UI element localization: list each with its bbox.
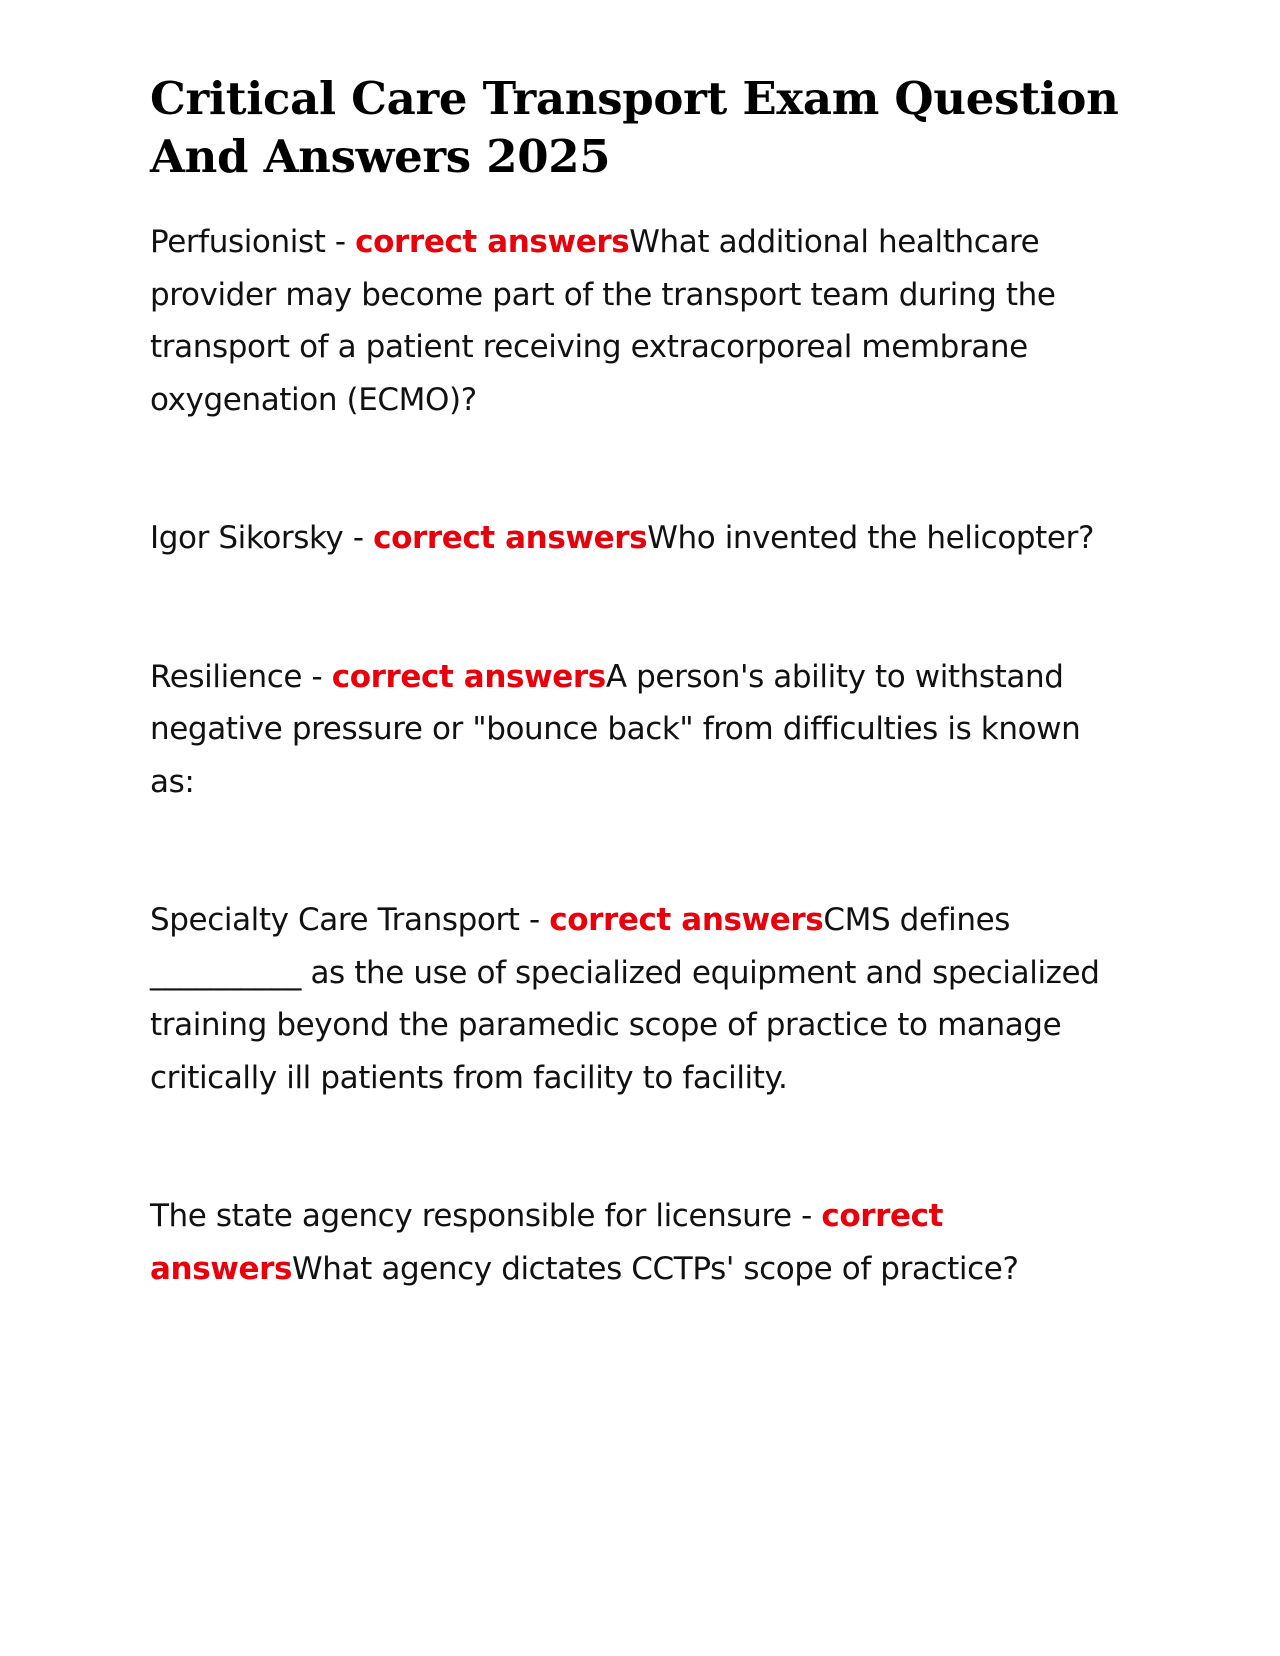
correct-answers-label: correct answers <box>549 902 824 938</box>
separator: - <box>519 902 550 938</box>
answer-text: Resilience <box>150 658 303 695</box>
question-text: CMS defines __________ as the use of specialized equipment and specialized training beyond the paramedic scope of practice to manage critically ill patients from facility to facility. <box>150 902 1100 1096</box>
document-page <box>150 70 1130 1381</box>
separator: - <box>343 520 374 556</box>
question-text: What agency dictates CCTPs' scope of practice? <box>292 1250 1019 1287</box>
answer-text: The state agency responsible for licensure <box>150 1198 792 1234</box>
question-text: What additional healthcare provider may become part of the transport team during the transport of a patient receiving extracorporeal membrane oxygenation (ECMO)? <box>150 224 1056 418</box>
correct-answers-label: correct answers <box>355 224 630 260</box>
qa-item <box>150 1190 1130 1295</box>
answer-text: Igor Sikorsky <box>150 520 344 556</box>
answer-text: Specialty Care Transport <box>150 902 520 938</box>
answer-text: Perfusionist <box>150 224 326 260</box>
question-text: Who invented the helicopter? <box>647 520 1094 556</box>
separator: - <box>302 658 332 695</box>
correct-answers-label: correct answers <box>373 520 648 556</box>
separator: - <box>791 1198 822 1234</box>
document-title: Critical Care Transport Exam Question And Answers 2025 <box>150 72 1119 183</box>
qa-item <box>150 651 1130 809</box>
qa-item <box>150 894 1130 1104</box>
correct-answers-label: correct answers <box>331 658 606 695</box>
separator: - <box>325 224 356 260</box>
question-text: A person's ability to withstand negative pressure or "bounce back" from difficulties is known as: <box>150 658 1081 800</box>
qa-item <box>150 512 1130 565</box>
correct-answers-label: correct answers <box>150 1198 944 1287</box>
qa-item <box>150 216 1130 426</box>
